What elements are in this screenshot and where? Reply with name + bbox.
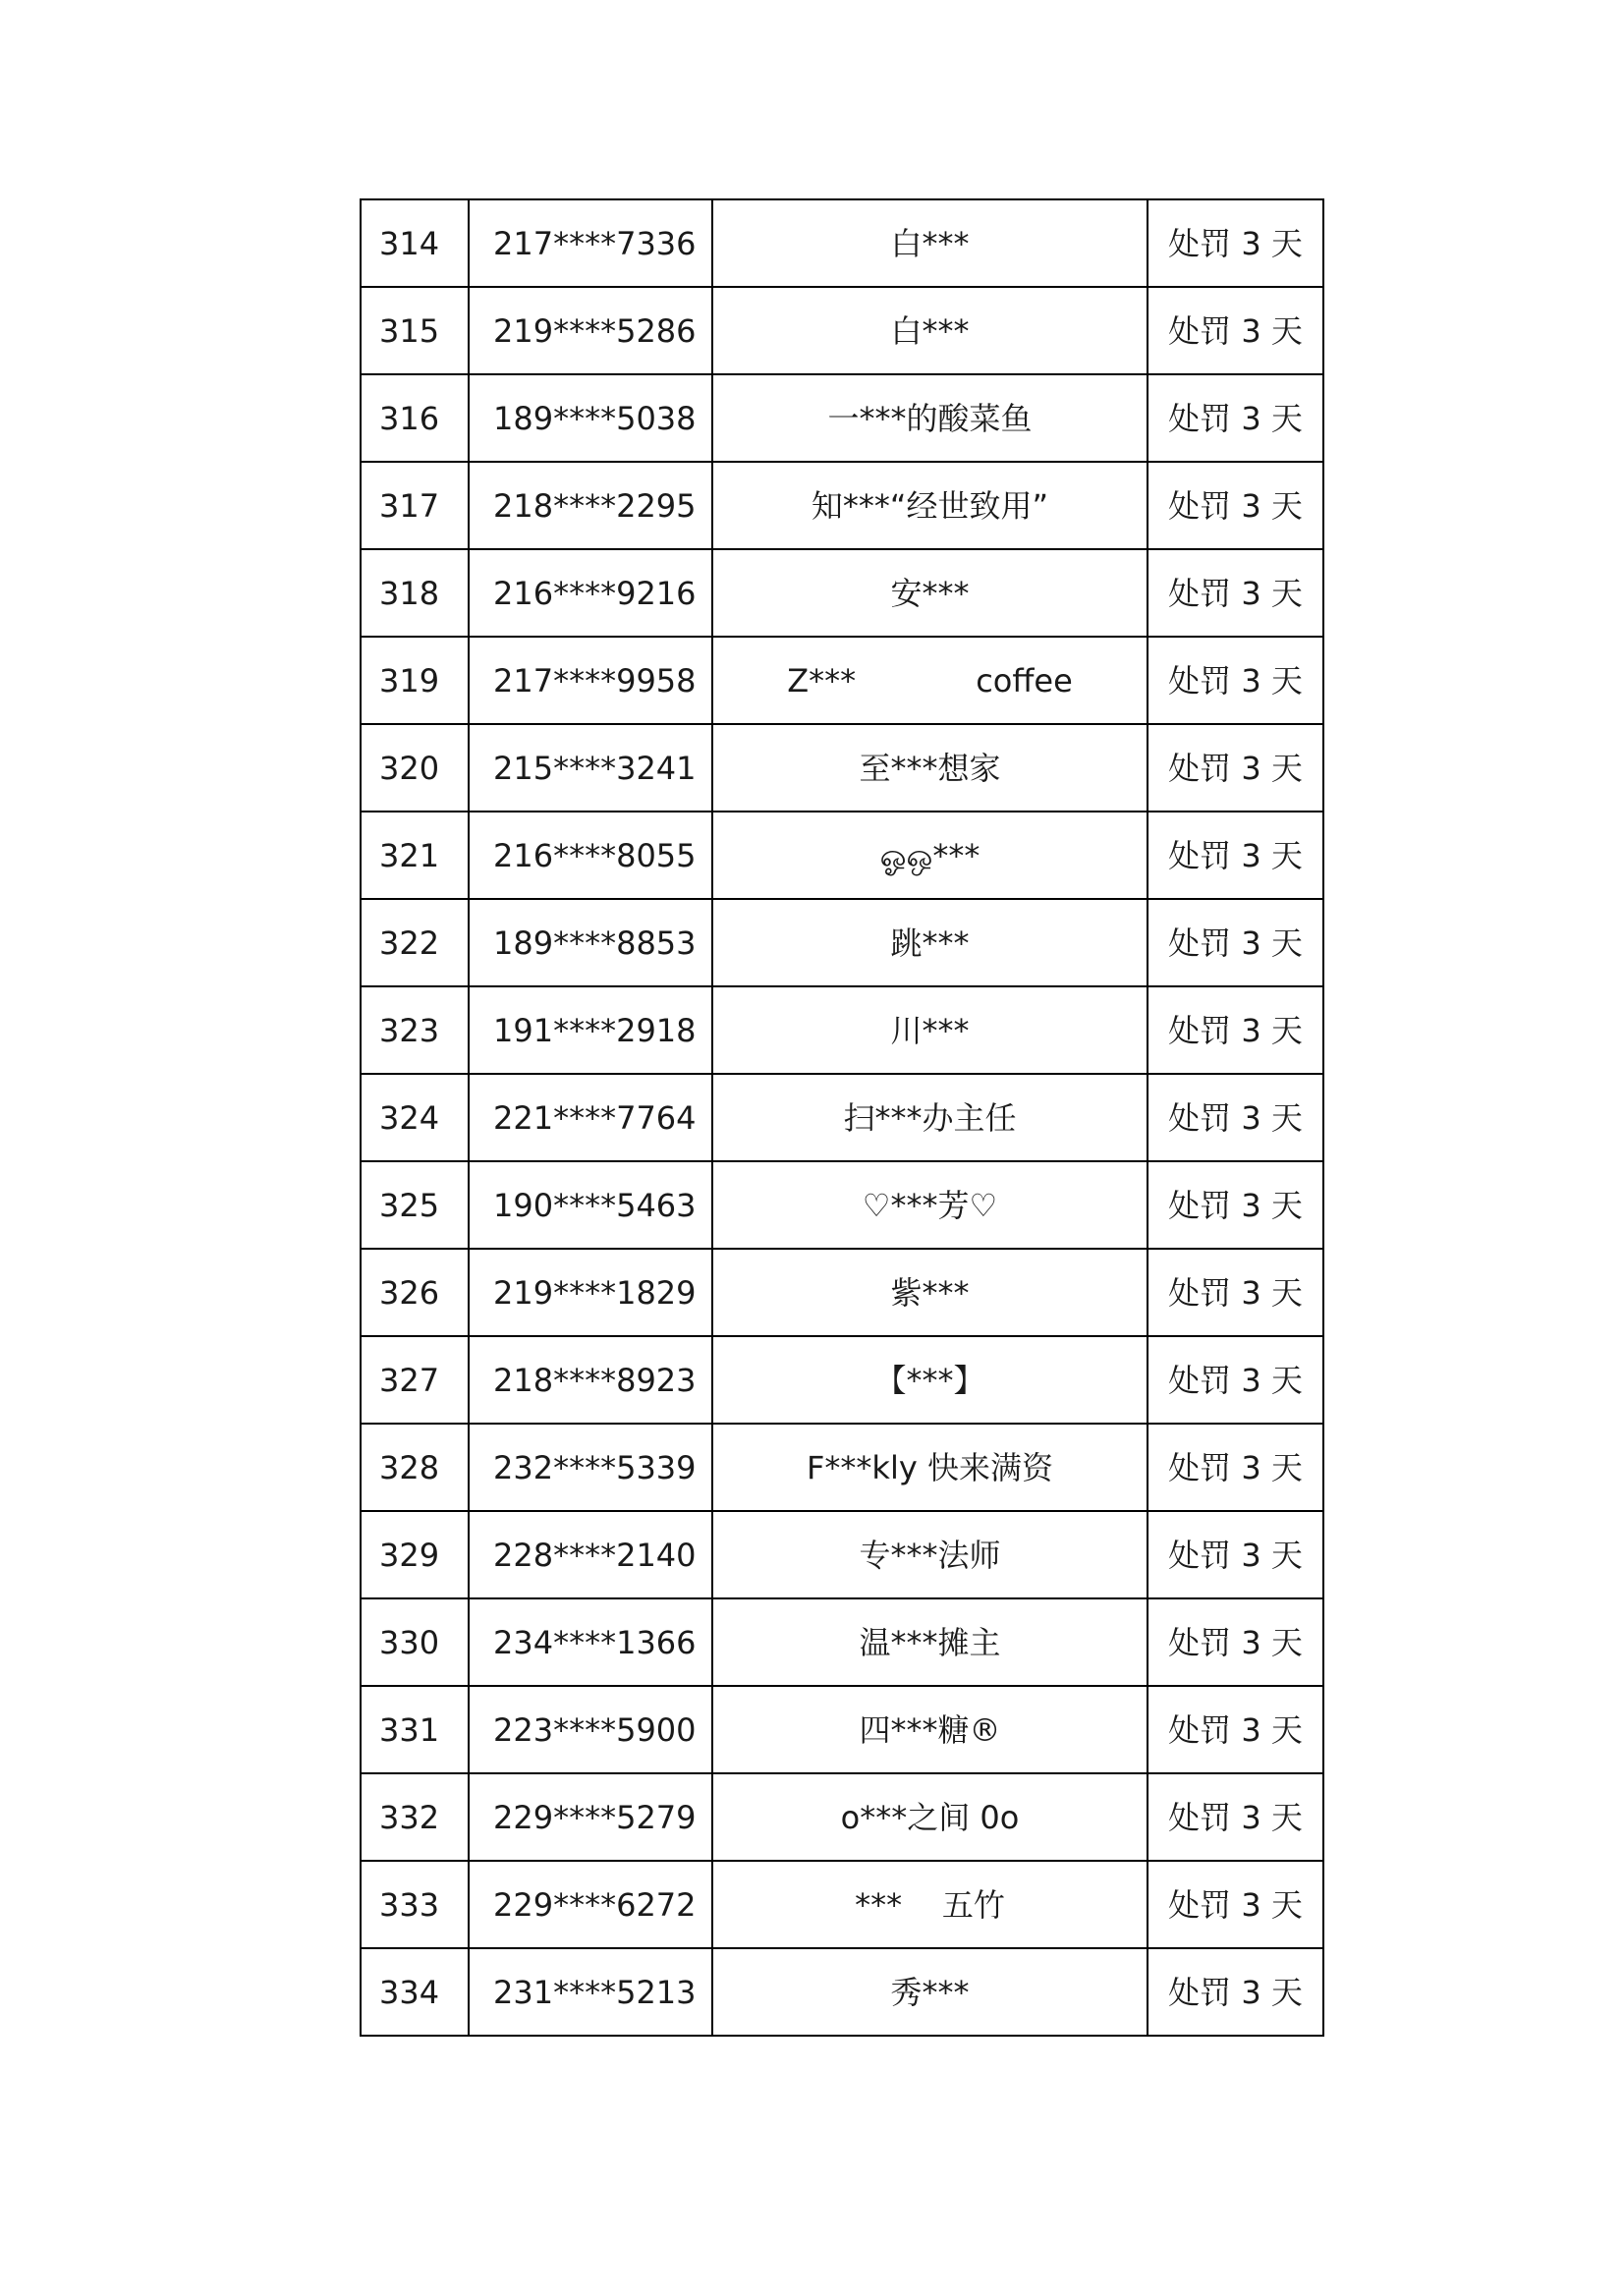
nickname-cell: 白*** [712,199,1148,287]
table-row [361,462,1323,549]
user-id-cell: 190****5463 [469,1161,712,1249]
penalty-cell: 处罚 3 天 [1148,724,1323,812]
row-number-cell: 331 [361,1686,469,1773]
table-row [361,986,1323,1074]
row-number-cell: 333 [361,1861,469,1948]
user-id-cell: 216****8055 [469,812,712,899]
user-id-cell: 191****2918 [469,986,712,1074]
nickname-cell: 一***的酸菜鱼 [712,374,1148,462]
table-row [361,724,1323,812]
row-number-cell: 321 [361,812,469,899]
table-row [361,199,1323,287]
penalty-cell: 处罚 3 天 [1148,1511,1323,1598]
nickname-cell: 安*** [712,549,1148,637]
table-row [361,374,1323,462]
user-id-cell: 218****8923 [469,1336,712,1424]
table-row [361,1598,1323,1686]
row-number-cell: 330 [361,1598,469,1686]
row-number-cell: 328 [361,1424,469,1511]
user-id-cell: 219****5286 [469,287,712,374]
table-row [361,899,1323,986]
penalty-cell: 处罚 3 天 [1148,199,1323,287]
table-row [361,1773,1323,1861]
row-number-cell: 324 [361,1074,469,1161]
penalty-cell: 处罚 3 天 [1148,1424,1323,1511]
nickname-cell: 至***想家 [712,724,1148,812]
user-id-cell: 217****9958 [469,637,712,724]
row-number-cell: 319 [361,637,469,724]
nickname-cell: 川*** [712,986,1148,1074]
user-id-cell: 219****1829 [469,1249,712,1336]
row-number-cell: 322 [361,899,469,986]
table-row [361,1161,1323,1249]
nickname-cell: o***之间 0o [712,1773,1148,1861]
nickname-cell: 【***】 [712,1336,1148,1424]
table-row [361,1948,1323,2036]
table-row [361,637,1323,724]
row-number-cell: 325 [361,1161,469,1249]
user-id-cell: 218****2295 [469,462,712,549]
nickname-cell: ♡***芳♡ [712,1161,1148,1249]
nickname-cell: F***kly 快来满资 [712,1424,1148,1511]
table-row [361,1336,1323,1424]
penalty-cell: 处罚 3 天 [1148,986,1323,1074]
user-id-cell: 229****5279 [469,1773,712,1861]
table-row [361,1249,1323,1336]
penalty-cell: 处罚 3 天 [1148,1161,1323,1249]
nickname-cell: *** 五竹 [712,1861,1148,1948]
user-id-cell: 189****5038 [469,374,712,462]
nickname-cell: 四***糖® [712,1686,1148,1773]
row-number-cell: 317 [361,462,469,549]
penalty-cell: 处罚 3 天 [1148,1861,1323,1948]
penalty-cell: 处罚 3 天 [1148,1336,1323,1424]
table-row [361,549,1323,637]
penalty-cell: 处罚 3 天 [1148,462,1323,549]
nickname-cell: 秀*** [712,1948,1148,2036]
penalty-cell: 处罚 3 天 [1148,812,1323,899]
penalty-list-body [361,199,1323,2036]
penalty-cell: 处罚 3 天 [1148,287,1323,374]
penalty-cell: 处罚 3 天 [1148,899,1323,986]
nickname-cell: 温***摊主 [712,1598,1148,1686]
penalty-cell: 处罚 3 天 [1148,549,1323,637]
table-row [361,1861,1323,1948]
nickname-cell: 知***“经世致用” [712,462,1148,549]
user-id-cell: 229****6272 [469,1861,712,1948]
table-row [361,1511,1323,1598]
user-id-cell: 216****9216 [469,549,712,637]
user-id-cell: 189****8853 [469,899,712,986]
user-id-cell: 217****7336 [469,199,712,287]
row-number-cell: 326 [361,1249,469,1336]
row-number-cell: 314 [361,199,469,287]
table-row [361,1424,1323,1511]
user-id-cell: 234****1366 [469,1598,712,1686]
table-row [361,812,1323,899]
penalty-cell: 处罚 3 天 [1148,1773,1323,1861]
penalty-cell: 处罚 3 天 [1148,637,1323,724]
row-number-cell: 327 [361,1336,469,1424]
penalty-cell: 处罚 3 天 [1148,1249,1323,1336]
user-id-cell: 231****5213 [469,1948,712,2036]
row-number-cell: 316 [361,374,469,462]
row-number-cell: 332 [361,1773,469,1861]
row-number-cell: 329 [361,1511,469,1598]
penalty-list-table [360,198,1324,2037]
nickname-cell: 跳*** [712,899,1148,986]
row-number-cell: 318 [361,549,469,637]
user-id-cell: 215****3241 [469,724,712,812]
user-id-cell: 228****2140 [469,1511,712,1598]
table-row [361,1686,1323,1773]
user-id-cell: 221****7764 [469,1074,712,1161]
user-id-cell: 232****5339 [469,1424,712,1511]
table-row [361,1074,1323,1161]
nickname-cell: Z*** coffee [712,637,1148,724]
penalty-cell: 处罚 3 天 [1148,374,1323,462]
penalty-cell: 处罚 3 天 [1148,1948,1323,2036]
nickname-cell: ஓஒ*** [712,812,1148,899]
nickname-cell: 专***法师 [712,1511,1148,1598]
nickname-cell: 白*** [712,287,1148,374]
penalty-cell: 处罚 3 天 [1148,1598,1323,1686]
nickname-cell: 扫***办主任 [712,1074,1148,1161]
table-row [361,287,1323,374]
row-number-cell: 334 [361,1948,469,2036]
user-id-cell: 223****5900 [469,1686,712,1773]
penalty-cell: 处罚 3 天 [1148,1074,1323,1161]
row-number-cell: 320 [361,724,469,812]
row-number-cell: 323 [361,986,469,1074]
row-number-cell: 315 [361,287,469,374]
nickname-cell: 紫*** [712,1249,1148,1336]
penalty-cell: 处罚 3 天 [1148,1686,1323,1773]
